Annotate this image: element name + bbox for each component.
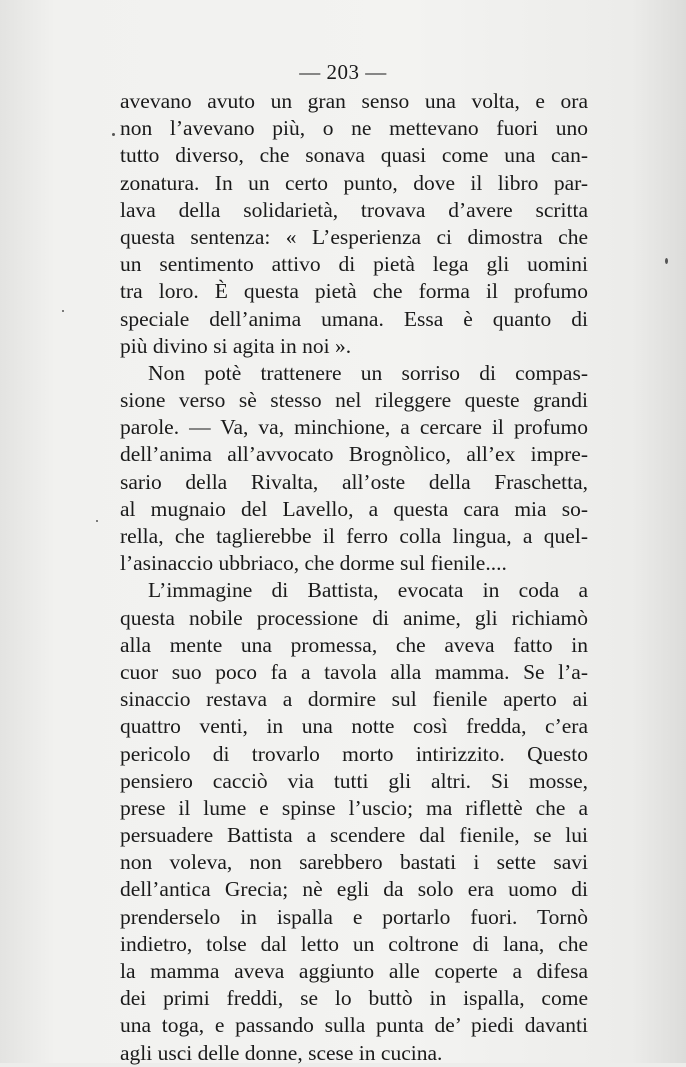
- text-line: parole. — Va, va, minchione, a cercare il profumo: [120, 415, 588, 440]
- paragraph: [120, 88, 588, 360]
- text-line: non l’avevano più, o ne mettevano fuori uno: [120, 116, 588, 141]
- text-line: questa sentenza: « L’esperienza ci dimostra che: [120, 224, 588, 249]
- paragraph: [120, 577, 588, 1066]
- text-line: sario della Rivalta, all’oste della Fraschetta,: [120, 469, 588, 494]
- scan-speck: [665, 258, 668, 264]
- text-line: prenderselo in ispalla e portarlo fuori. Tornò: [120, 904, 588, 929]
- paragraph: [120, 360, 588, 578]
- text-line: L’immagine di Battista, evocata in coda a: [148, 578, 588, 603]
- text-line: avevano avuto un gran senso una volta, e ora: [120, 89, 588, 113]
- text-line: rella, che taglierebbe il ferro colla lingua, a quel-: [120, 524, 588, 548]
- text-line: prese il lume e spinse l’uscio; ma riflettè che a: [120, 795, 588, 820]
- text-line: sione verso sè stesso nel rileggere queste grandi: [120, 388, 588, 413]
- text-line: dell’anima all’avvocato Brognòlico, all’ex impre-: [120, 442, 588, 467]
- text-line: tra loro. È questa pietà che forma il profumo: [120, 279, 588, 304]
- text-line: quattro venti, in una notte così fredda, c’era: [120, 714, 588, 739]
- text-line: speciale dell’anima umana. Essa è quanto di: [120, 306, 588, 331]
- text-line: lava della solidarietà, trovava d’avere scritta: [120, 197, 588, 222]
- text-line: zonatura. In un certo punto, dove il libro par-: [120, 170, 588, 195]
- text-line: Non potè trattenere un sorriso di compas-: [148, 360, 588, 385]
- text-line: dei primi freddi, se lo buttò in ispalla, come: [120, 986, 588, 1011]
- text-line: pensiero cacciò via tutti gli altri. Si mosse,: [120, 768, 588, 793]
- text-line: un sentimento attivo di pietà lega gli uomini: [120, 252, 588, 277]
- text-line: l’asinaccio ubbriaco, che dorme sul fienile....: [120, 551, 507, 576]
- text-line: persuadere Battista a scendere dal fienile, se lui: [120, 823, 588, 848]
- text-line: una toga, e passando sulla punta de’ piedi davanti: [120, 1013, 588, 1038]
- text-line: agli usci delle donne, scese in cucina.: [120, 1040, 443, 1065]
- text-line: al mugnaio del Lavello, a questa cara mia so-: [120, 496, 588, 521]
- text-line: pericolo di trovarlo morto intirizzito. Questo: [120, 741, 588, 766]
- body-text: [120, 88, 588, 1067]
- text-line: questa nobile processione di anime, gli richiamò: [120, 605, 588, 630]
- scan-speck: [62, 310, 64, 312]
- scan-speck: [112, 133, 115, 136]
- text-line: alla mente una promessa, che aveva fatto in: [120, 632, 588, 657]
- text-line: sinaccio restava a dormire sul fienile aperto ai: [120, 687, 588, 712]
- text-line: cuor suo poco fa a tavola alla mamma. Se l’a-: [120, 659, 588, 684]
- text-line: non voleva, non sarebbero bastati i sette savi: [120, 850, 588, 875]
- text-line: più divino si agita in noi ».: [120, 333, 352, 358]
- page-number: — 203 —: [299, 60, 387, 84]
- text-line: dell’antica Grecia; nè egli da solo era uomo di: [120, 877, 588, 902]
- text-line: tutto diverso, che sonava quasi come una can-: [120, 143, 588, 168]
- text-line: la mamma aveva aggiunto alle coperte a difesa: [120, 959, 588, 983]
- scan-speck: [96, 520, 98, 522]
- text-line: indietro, tolse dal letto un coltrone di lana, che: [120, 931, 588, 956]
